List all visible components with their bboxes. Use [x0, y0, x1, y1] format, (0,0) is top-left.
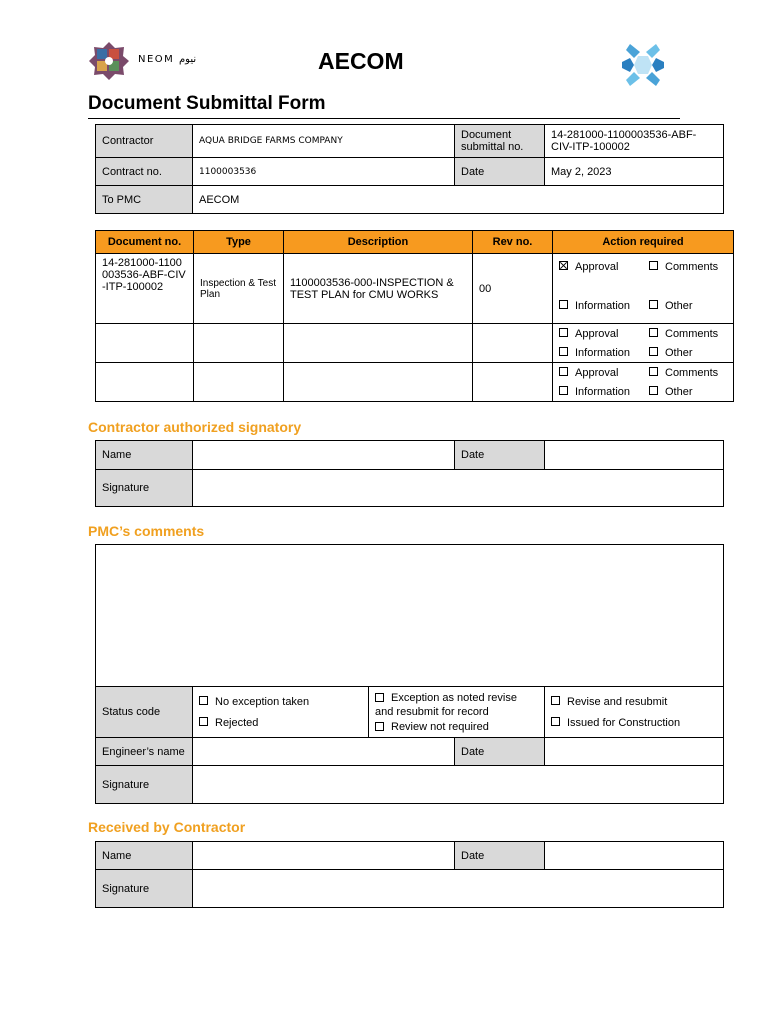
checkbox-icon — [649, 367, 658, 376]
checkbox-icon — [559, 328, 568, 337]
date-field[interactable] — [545, 842, 724, 870]
table-row — [96, 254, 734, 324]
checkbox-icon — [649, 300, 658, 309]
header-description: Description — [284, 231, 473, 254]
review-not-required-checkbox[interactable]: Review not required — [375, 721, 489, 733]
row3-other-checkbox[interactable]: Other — [649, 386, 693, 398]
checkbox-icon — [375, 722, 384, 731]
issued-for-construction-checkbox[interactable]: Issued for Construction — [551, 717, 680, 729]
header-rev-no: Rev no. — [473, 231, 553, 254]
neom-wordmark: NEOM نيوم — [138, 54, 197, 65]
checkbox-icon — [551, 696, 560, 705]
revise-resubmit-checkbox[interactable]: Revise and resubmit — [551, 696, 667, 708]
checked-box-icon — [559, 261, 568, 270]
checkbox-icon — [649, 328, 658, 337]
engineer-name-field[interactable] — [193, 738, 455, 766]
row2-comments-checkbox[interactable]: Comments — [649, 328, 718, 340]
date-label: Date — [455, 842, 545, 870]
table-row — [96, 324, 734, 363]
row2-information-checkbox[interactable]: Information — [559, 347, 630, 359]
type-cell[interactable] — [194, 324, 284, 363]
status-col-3 — [545, 687, 724, 738]
type-cell[interactable]: Inspection & Test Plan — [194, 254, 284, 324]
row3-comments-checkbox[interactable]: Comments — [649, 367, 718, 379]
checkbox-icon — [375, 693, 384, 702]
doc-submittal-label: Document submittal no. — [455, 125, 545, 158]
rev-cell[interactable]: 00 — [473, 254, 553, 324]
date-label: Date — [455, 738, 545, 766]
document-table — [95, 230, 734, 402]
checkbox-icon — [559, 367, 568, 376]
row3-approval-checkbox[interactable]: Approval — [559, 367, 618, 379]
header-type: Type — [194, 231, 284, 254]
to-pmc-label: To PMC — [96, 186, 193, 214]
name-field[interactable] — [193, 441, 455, 470]
date-label: Date — [455, 158, 545, 186]
signature-label: Signature — [96, 766, 193, 804]
engineer-name-label: Engineer’s name — [96, 738, 193, 766]
checkbox-icon — [199, 696, 208, 705]
to-pmc-value[interactable]: AECOM — [193, 186, 724, 214]
date-field[interactable] — [545, 738, 724, 766]
signature-label: Signature — [96, 870, 193, 908]
contractor-signatory-table — [95, 440, 724, 507]
row1-comments-checkbox[interactable]: Comments — [649, 261, 718, 273]
action-cell — [553, 324, 734, 363]
checkbox-icon — [199, 717, 208, 726]
row1-information-checkbox[interactable]: Information — [559, 300, 630, 312]
exception-noted-checkbox[interactable]: Exception as noted revise and resubmit for record — [375, 692, 517, 718]
checkbox-icon — [559, 347, 568, 356]
aecom-logo: AECOM — [318, 48, 404, 74]
date-value[interactable]: May 2, 2023 — [545, 158, 724, 186]
doc-submittal-value[interactable]: 14-281000-1100003536-ABF-CIV-ITP-100002 — [545, 125, 724, 158]
checkbox-icon — [559, 386, 568, 395]
action-cell — [553, 254, 734, 324]
status-code-label: Status code — [96, 687, 193, 738]
rejected-checkbox[interactable]: Rejected — [199, 717, 258, 729]
doc-no-cell[interactable]: 14-281000-1100003536-ABF-CIV-ITP-100002 — [96, 254, 194, 324]
date-field[interactable] — [545, 441, 724, 470]
row3-information-checkbox[interactable]: Information — [559, 386, 630, 398]
client-logo — [612, 34, 674, 96]
header-document-no: Document no. — [96, 231, 194, 254]
status-col-1 — [193, 687, 369, 738]
pmc-comments-field[interactable] — [96, 545, 724, 687]
pmc-comments-heading: PMC’s comments — [88, 523, 205, 539]
doc-no-cell[interactable] — [96, 363, 194, 402]
no-exception-checkbox[interactable]: No exception taken — [199, 696, 309, 708]
row1-approval-checkbox[interactable]: Approval — [559, 261, 618, 273]
pmc-comments-table — [95, 544, 724, 804]
received-by-contractor-heading: Received by Contractor — [88, 819, 246, 835]
contract-no-label: Contract no. — [96, 158, 193, 186]
header-action-required: Action required — [553, 231, 734, 254]
form-title: Document Submittal Form — [88, 93, 326, 114]
signature-field[interactable] — [193, 766, 724, 804]
signature-field[interactable] — [193, 470, 724, 507]
checkbox-icon — [559, 300, 568, 309]
date-label: Date — [455, 441, 545, 470]
row2-approval-checkbox[interactable]: Approval — [559, 328, 618, 340]
description-cell[interactable] — [284, 324, 473, 363]
neom-logo — [88, 40, 130, 82]
action-cell — [553, 363, 734, 402]
contract-info-table — [95, 124, 724, 214]
name-field[interactable] — [193, 842, 455, 870]
table-row — [96, 363, 734, 402]
signature-field[interactable] — [193, 870, 724, 908]
signature-label: Signature — [96, 470, 193, 507]
status-col-2 — [369, 687, 545, 738]
checkbox-icon — [649, 347, 658, 356]
contractor-value[interactable]: AQUA BRIDGE FARMS COMPANY — [193, 125, 455, 158]
checkbox-icon — [551, 717, 560, 726]
rev-cell[interactable] — [473, 324, 553, 363]
description-cell[interactable] — [284, 363, 473, 402]
row1-other-checkbox[interactable]: Other — [649, 300, 693, 312]
title-rule — [88, 118, 680, 119]
contract-no-value[interactable]: 1100003536 — [193, 158, 455, 186]
type-cell[interactable] — [194, 363, 284, 402]
checkbox-icon — [649, 261, 658, 270]
contractor-label: Contractor — [96, 125, 193, 158]
contractor-signatory-heading: Contractor authorized signatory — [88, 419, 302, 435]
rev-cell[interactable] — [473, 363, 553, 402]
received-table — [95, 841, 724, 908]
doc-no-cell[interactable] — [96, 324, 194, 363]
checkbox-icon — [649, 386, 658, 395]
name-label: Name — [96, 441, 193, 470]
name-label: Name — [96, 842, 193, 870]
description-cell[interactable]: 1100003536-000-INSPECTION & TEST PLAN for CMU WORKS — [284, 254, 473, 324]
row2-other-checkbox[interactable]: Other — [649, 347, 693, 359]
